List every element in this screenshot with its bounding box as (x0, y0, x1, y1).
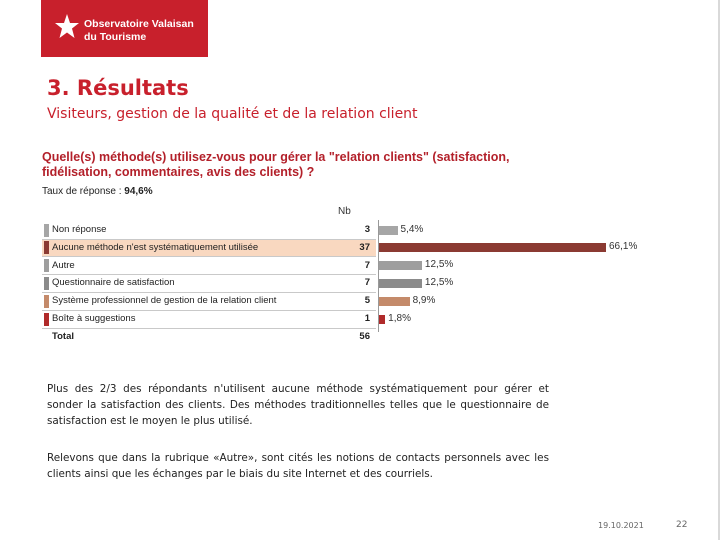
logo-line2: du Tourisme (84, 31, 147, 43)
star-icon (54, 13, 80, 39)
data-label: 1,8% (388, 312, 411, 324)
chart-axis-line (378, 220, 379, 332)
row-color-marker (44, 295, 49, 308)
page-subtitle: Visiteurs, gestion de la qualité et de la relation client (47, 106, 418, 122)
row-separator (42, 328, 376, 329)
bar (379, 243, 606, 252)
total-value: 56 (359, 330, 370, 342)
category-label: Non réponse (52, 224, 107, 235)
data-label: 12,5% (424, 276, 454, 288)
total-label: Total (52, 330, 74, 342)
data-label: 12,5% (424, 259, 454, 271)
response-rate (42, 186, 153, 197)
bar (379, 297, 410, 306)
logo (41, 0, 208, 57)
category-label: Aucune méthode n'est systématiquement utilisée (52, 241, 259, 253)
category-label: Boîte à suggestions (52, 313, 136, 324)
count-column-header: Nb (338, 206, 351, 217)
data-label: 66,1% (609, 241, 638, 253)
question-line1: Quelle(s) méthode(s) utilisez-vous pour gérer la "relation clients" (satisfaction, (42, 150, 510, 164)
page-title: 3. Résultats (47, 76, 189, 100)
footer-date: 19.10.2021 (598, 521, 644, 530)
page-number: 22 (676, 520, 688, 530)
row-color-marker (44, 224, 49, 237)
body-paragraph-1: Plus des 2/3 des répondants n'utilisent aucune méthode systématiquement pour gérer et sonder la satisfaction des clients. Des méthodes traditionnelles telles que le questionnaire de satisfaction est le moyen le plus utilisé. (47, 383, 549, 427)
category-label: Système professionnel de gestion de la relation client (52, 295, 277, 307)
row-color-marker (44, 277, 49, 290)
bar (379, 279, 422, 288)
question-line2: fidélisation, commentaires, avis des clients) ? (42, 165, 315, 179)
row-color-marker (44, 313, 49, 326)
bar (379, 315, 385, 324)
count-value: 7 (364, 259, 370, 271)
data-label: 8,9% (412, 294, 436, 306)
response-rate-label: Taux de réponse : (42, 186, 122, 197)
count-value: 37 (359, 241, 370, 253)
count-value: 7 (364, 277, 370, 289)
row-color-marker (44, 259, 49, 272)
bar (379, 226, 398, 235)
bar (379, 261, 422, 270)
table-row (42, 258, 376, 274)
chart-question (42, 150, 510, 180)
row-color-marker (44, 241, 49, 254)
logo-line1: Observatoire Valaisan (84, 18, 194, 30)
category-label: Autre (52, 259, 75, 271)
category-label: Questionnaire de satisfaction (52, 277, 175, 289)
response-rate-value: 94,6% (124, 186, 153, 197)
count-value: 3 (364, 224, 370, 235)
count-value: 1 (364, 313, 370, 324)
count-value: 5 (364, 295, 370, 307)
body-paragraph-2: Relevons que dans la rubrique «Autre», sont cités les notions de contacts personnels avec les clients ainsi que les échanges par le biais du site Internet et des courriels. (47, 452, 549, 480)
data-label: 5,4% (400, 223, 424, 235)
